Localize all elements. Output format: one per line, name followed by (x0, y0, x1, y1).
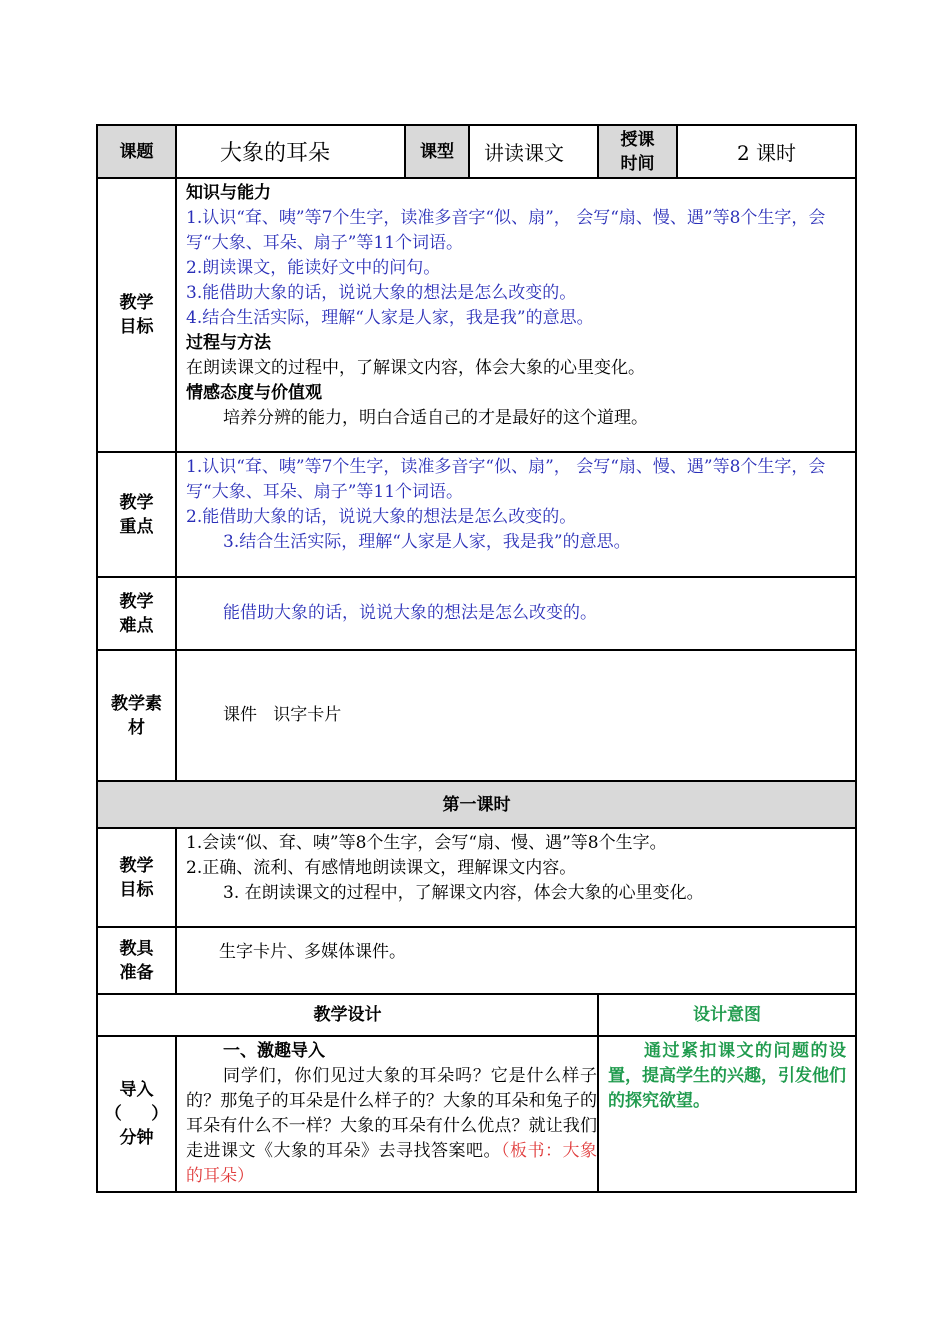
design-header-row (97, 994, 856, 1036)
objectives-row (97, 178, 856, 452)
difficulty-label: 教学难点 (97, 577, 176, 650)
tools-label: 教具准备 (97, 927, 176, 994)
key-points-row (97, 452, 856, 577)
type-label: 课型 (405, 125, 469, 178)
knowledge-title: 知识与能力 (186, 183, 271, 203)
knowledge-item: 3.能借助大象的话，说说大象的想法是怎么改变的。 (186, 283, 577, 303)
emotion-text: 培养分辨的能力，明白合适自己的才是最好的这个道理。 (223, 408, 648, 428)
board-note: （板书：大象的耳朵） (186, 1141, 597, 1186)
materials-row (97, 650, 856, 781)
time-value: 2 课时 (677, 125, 856, 178)
first-lesson-title: 第一课时 (97, 781, 856, 828)
intro-content (176, 1036, 598, 1192)
lesson-objectives-row (97, 828, 856, 927)
tools-text: 生字卡片、多媒体课件。 (219, 942, 406, 962)
lesson-objective-item: 3. 在朗读课文的过程中，了解课文内容，体会大象的心里变化。 (223, 883, 704, 903)
difficulty-content (176, 577, 856, 650)
difficulty-row (97, 577, 856, 650)
knowledge-item: 4.结合生活实际，理解“人家是人家，我是我”的意思。 (186, 308, 594, 328)
type-value: 讲读课文 (469, 125, 598, 178)
lesson-title-row (97, 781, 856, 828)
header-row (97, 125, 856, 178)
section-text (186, 1064, 597, 1189)
design-header: 教学设计 (97, 994, 598, 1036)
tools-content (176, 927, 856, 994)
intent-header: 设计意图 (598, 994, 856, 1036)
process-text: 在朗读课文的过程中，了解课文内容，体会大象的心里变化。 (186, 358, 645, 378)
objectives-label: 教学目标 (97, 178, 176, 452)
process-title: 过程与方法 (186, 333, 271, 353)
lesson-objectives-content (176, 828, 856, 927)
lesson-objective-item: 2.正确、流利、有感情地朗读课文，理解课文内容。 (186, 858, 577, 878)
key-point-item: 1.认识“耷、咦”等7个生字，读准多音字“似、扇”， 会写“扇、慢、遇”等8个生字，会写“大象、耳朵、扇子”等11个词语。 (186, 457, 826, 502)
materials-label: 教学素材 (97, 650, 176, 781)
key-point-item: 3.结合生活实际，理解“人家是人家，我是我”的意思。 (223, 532, 631, 552)
materials-content (176, 650, 856, 781)
intro-label (97, 1036, 176, 1192)
topic-label: 课题 (97, 125, 176, 178)
section-title: 一、激趣导入 (223, 1041, 325, 1061)
lesson-objective-item: 1.会读“似、耷、咦”等8个生字，会写“扇、慢、遇”等8个生字。 (186, 833, 667, 853)
intro-label-text: 导入 (119, 1080, 154, 1100)
objectives-content (176, 178, 856, 452)
tools-row (97, 927, 856, 994)
key-points-label: 教学重点 (97, 452, 176, 577)
key-points-content (176, 452, 856, 577)
key-point-item: 2.能借助大象的话，说说大象的想法是怎么改变的。 (186, 507, 577, 527)
intro-unit: 分钟 (119, 1128, 154, 1148)
knowledge-item: 2.朗读课文，能读好文中的问句。 (186, 258, 441, 278)
difficulty-text: 能借助大象的话，说说大象的想法是怎么改变的。 (223, 603, 597, 623)
lesson-objectives-label: 教学目标 (97, 828, 176, 927)
topic-value: 大象的耳朵 (176, 125, 405, 178)
section-body: 同学们，你们见过大象的耳朵吗？它是什么样子的？那兔子的耳朵是什么样子的？大象的耳朵和兔子的耳朵有什么不一样？大象的耳朵有什么优点？就让我们走进课文《大象的耳朵》去寻找答案吧。 (186, 1066, 597, 1161)
time-label: 授课时间 (598, 125, 677, 178)
intro-duration: （ ） (104, 1104, 169, 1124)
intent-content: 通过紧扣课文的问题的设置，提高学生的兴趣，引发他们的探究欲望。 (598, 1036, 856, 1192)
knowledge-item: 1.认识“耷、咦”等7个生字，读准多音字“似、扇”， 会写“扇、慢、遇”等8个生字，会写“大象、耳朵、扇子”等11个词语。 (186, 208, 826, 253)
intro-row (97, 1036, 856, 1192)
materials-text: 课件 识字卡片 (223, 705, 342, 725)
lesson-plan-table (96, 124, 857, 1193)
emotion-title: 情感态度与价值观 (186, 383, 322, 403)
